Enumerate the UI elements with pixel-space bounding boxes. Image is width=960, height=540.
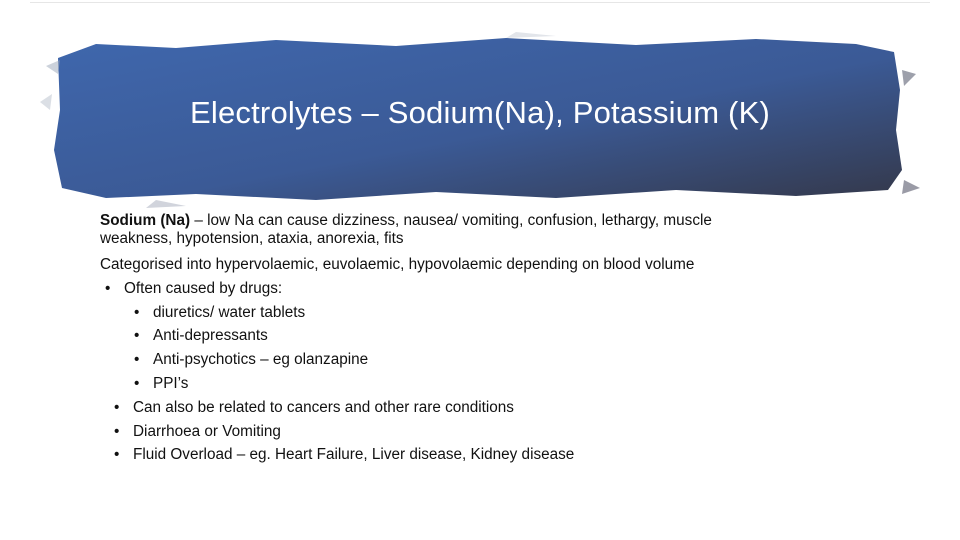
bullet-icon: •	[114, 422, 120, 440]
sodium-intro-text: – low Na can cause dizziness, nausea/ vomiting, confusion, lethargy, muscle	[190, 212, 712, 229]
list-item-drug: • PPI’s	[100, 372, 820, 396]
categorised-text: Categorised into hypervolaemic, euvolaemic, hypovolaemic depending on blood volume	[100, 256, 695, 273]
sodium-term: Sodium (Na)	[100, 212, 191, 229]
list-item-drug: • Anti-depressants	[100, 324, 820, 348]
bullet-icon: •	[114, 446, 120, 464]
list-item-drug: • Anti-psychotics – eg olanzapine	[100, 348, 820, 372]
list-item-cause: • Diarrhoea or Vomiting	[100, 420, 820, 444]
bullet-icon: •	[134, 303, 140, 321]
list-item-cause: • Can also be related to cancers and other rare conditions	[100, 396, 820, 420]
bullet-icon: •	[134, 327, 140, 345]
list-item-drug: • diuretics/ water tablets	[100, 301, 820, 325]
list-item-cause: • Fluid Overload – eg. Heart Failure, Liver disease, Kidney disease	[100, 443, 820, 467]
bullet-icon: •	[114, 398, 120, 416]
slide-top-rule	[30, 2, 930, 3]
sodium-intro-line-2: weakness, hypotension, ataxia, anorexia, fits	[100, 230, 404, 247]
slide-body	[100, 212, 820, 467]
slide-title: Electrolytes – Sodium(Na), Potassium (K)	[190, 95, 770, 130]
bullet-icon: •	[134, 351, 140, 369]
sodium-intro-line-1	[100, 212, 820, 230]
bullet-icon: •	[105, 279, 111, 297]
bullet-icon: •	[134, 374, 140, 392]
list-item-drugs-heading: • Often caused by drugs:	[100, 277, 820, 301]
